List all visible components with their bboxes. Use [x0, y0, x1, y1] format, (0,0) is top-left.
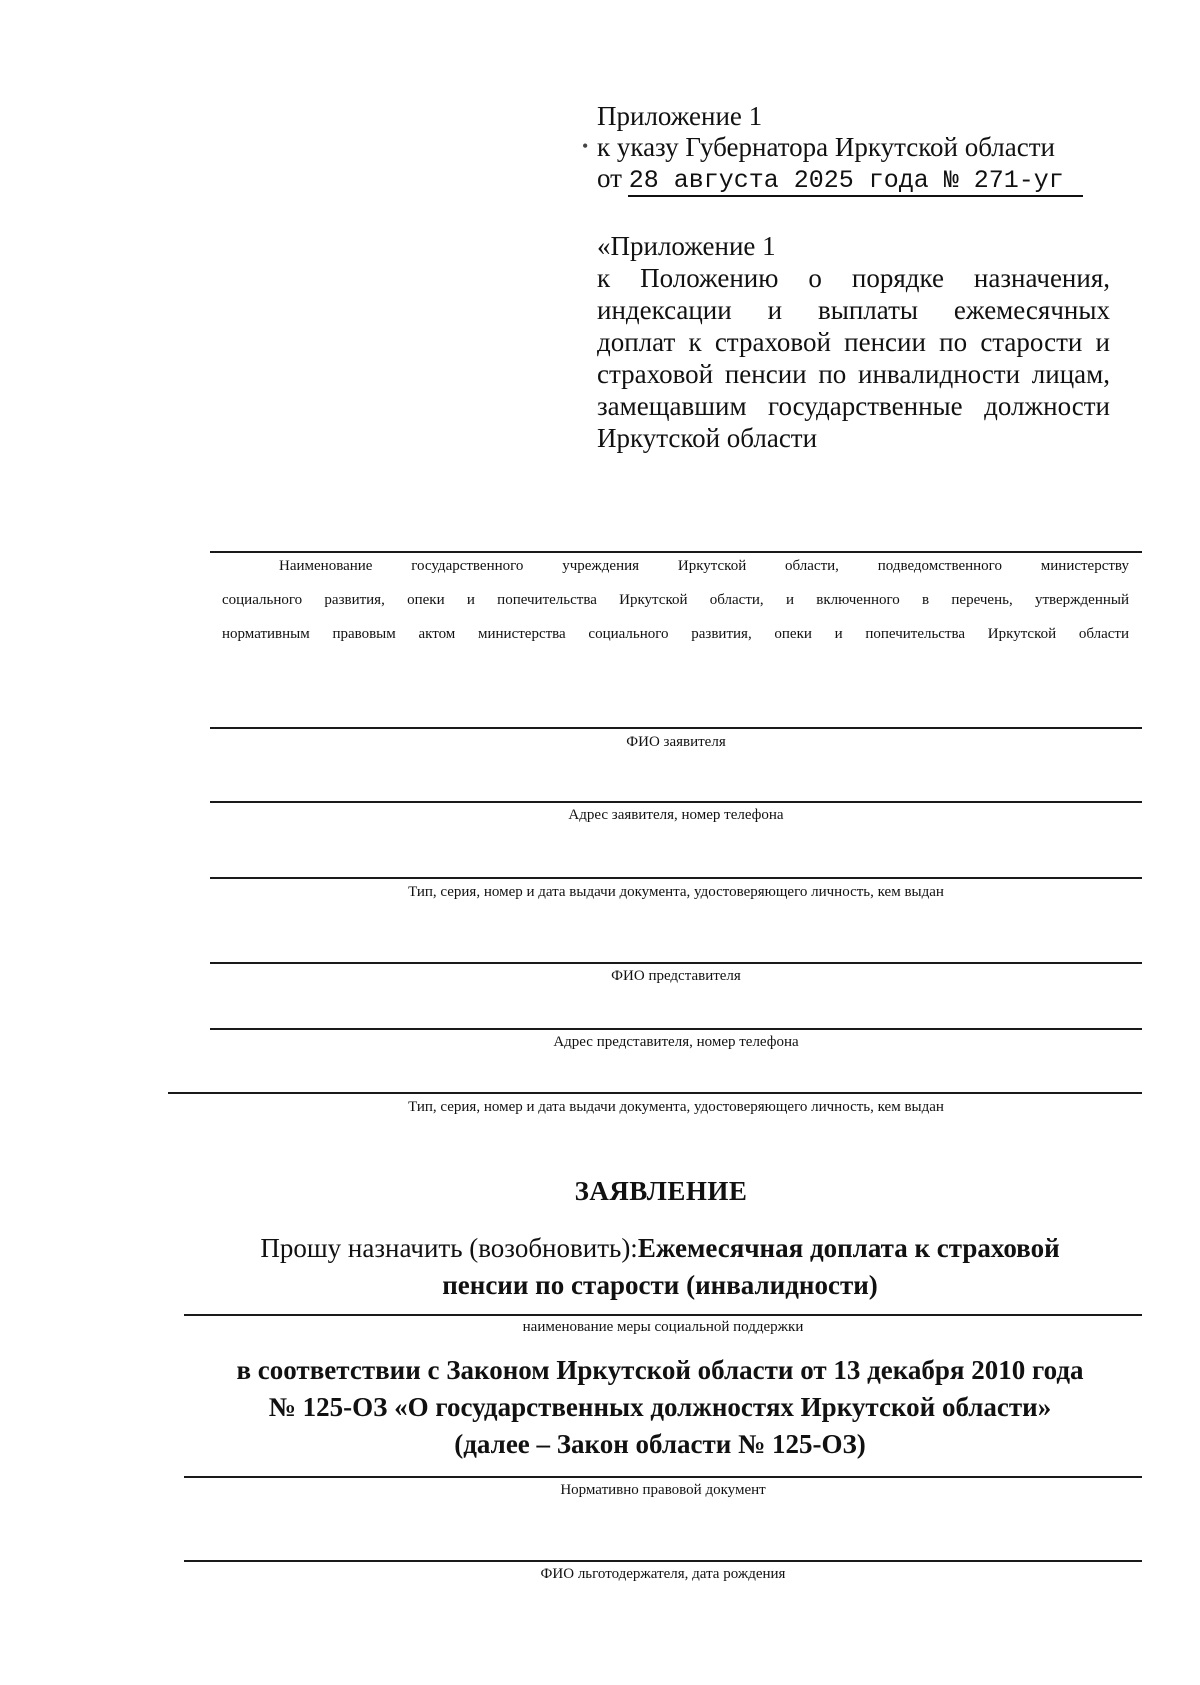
request-measure-line-2: пенсии по старости (инвалидности) [442, 1270, 878, 1300]
representative-name-field[interactable] [210, 962, 1142, 964]
support-measure-field[interactable] [184, 1314, 1142, 1316]
representative-name-caption: ФИО представителя [611, 968, 741, 984]
beneficiary-field[interactable] [184, 1560, 1142, 1562]
legal-document-field[interactable] [184, 1476, 1142, 1478]
representative-address-field[interactable] [210, 1028, 1142, 1030]
decree-date-value: 28 августа 2025 года № 271-уг [628, 166, 1064, 195]
regulation-reference [597, 230, 1110, 454]
request-text [240, 1230, 1080, 1304]
decree-date-underline [628, 195, 1083, 197]
regulation-line-1: «Приложение 1 [597, 231, 776, 261]
regulation-line-7: Иркутской области [597, 423, 818, 453]
representative-id-doc-field[interactable] [168, 1092, 1142, 1094]
regulation-line-3: индексации и выплаты ежемесячных [597, 295, 1110, 325]
request-measure-line-1: Ежемесячная доплата к страховой [637, 1233, 1060, 1263]
applicant-address-caption: Адрес заявителя, номер телефона [568, 807, 784, 823]
beneficiary-caption: ФИО льготодержателя, дата рождения [540, 1566, 786, 1582]
applicant-id-doc-field[interactable] [210, 877, 1142, 879]
legal-basis-line-2: № 125-ОЗ «О государственных должностях Иркутской области» [268, 1392, 1052, 1422]
application-title: ЗАЯВЛЕНИЕ [574, 1176, 748, 1206]
regulation-line-4: доплат к страховой пенсии по старости и [597, 327, 1110, 357]
regulation-line-2: к Положению о порядке назначения, [597, 263, 1110, 293]
applicant-address-field[interactable] [210, 801, 1142, 803]
representative-id-doc-caption: Тип, серия, номер и дата выдачи документа, удостоверяющего личность, кем выдан [408, 1099, 944, 1115]
appendix-number: Приложение 1 [597, 101, 763, 131]
legal-basis-line-3: (далее – Закон области № 125-ОЗ) [454, 1429, 866, 1459]
scan-dot: • [582, 136, 589, 156]
legal-document-caption: Нормативно правовой документ [560, 1482, 766, 1498]
institution-caption [222, 549, 1129, 651]
legal-basis-text [200, 1352, 1120, 1463]
decree-reference: к указу Губернатора Иркутской области [597, 132, 1055, 162]
institution-caption-line-1: Наименование государственного учреждения Иркутской области, подведомственного министерству [279, 558, 1129, 574]
regulation-line-5: страховой пенсии по инвалидности лицам, [597, 359, 1110, 389]
representative-address-caption: Адрес представителя, номер телефона [553, 1034, 799, 1050]
applicant-name-field[interactable] [210, 727, 1142, 729]
institution-caption-line-3: нормативным правовым актом министерства социального развития, опеки и попечительства Иркутской области [222, 626, 1129, 642]
decree-date-prefix: от [597, 163, 629, 193]
applicant-id-doc-caption: Тип, серия, номер и дата выдачи документа, удостоверяющего личность, кем выдан [408, 884, 944, 900]
legal-basis-line-1: в соответствии с Законом Иркутской области от 13 декабря 2010 года [236, 1355, 1084, 1385]
request-prefix: Прошу назначить (возобновить): [260, 1233, 638, 1263]
decree-date [597, 162, 1064, 197]
institution-caption-line-2: социального развития, опеки и попечительства Иркутской области, и включенного в перечень, утвержденный [222, 592, 1129, 608]
regulation-line-6: замещавшим государственные должности [597, 391, 1110, 421]
applicant-name-caption: ФИО заявителя [626, 734, 726, 750]
support-measure-caption: наименование меры социальной поддержки [522, 1319, 804, 1335]
